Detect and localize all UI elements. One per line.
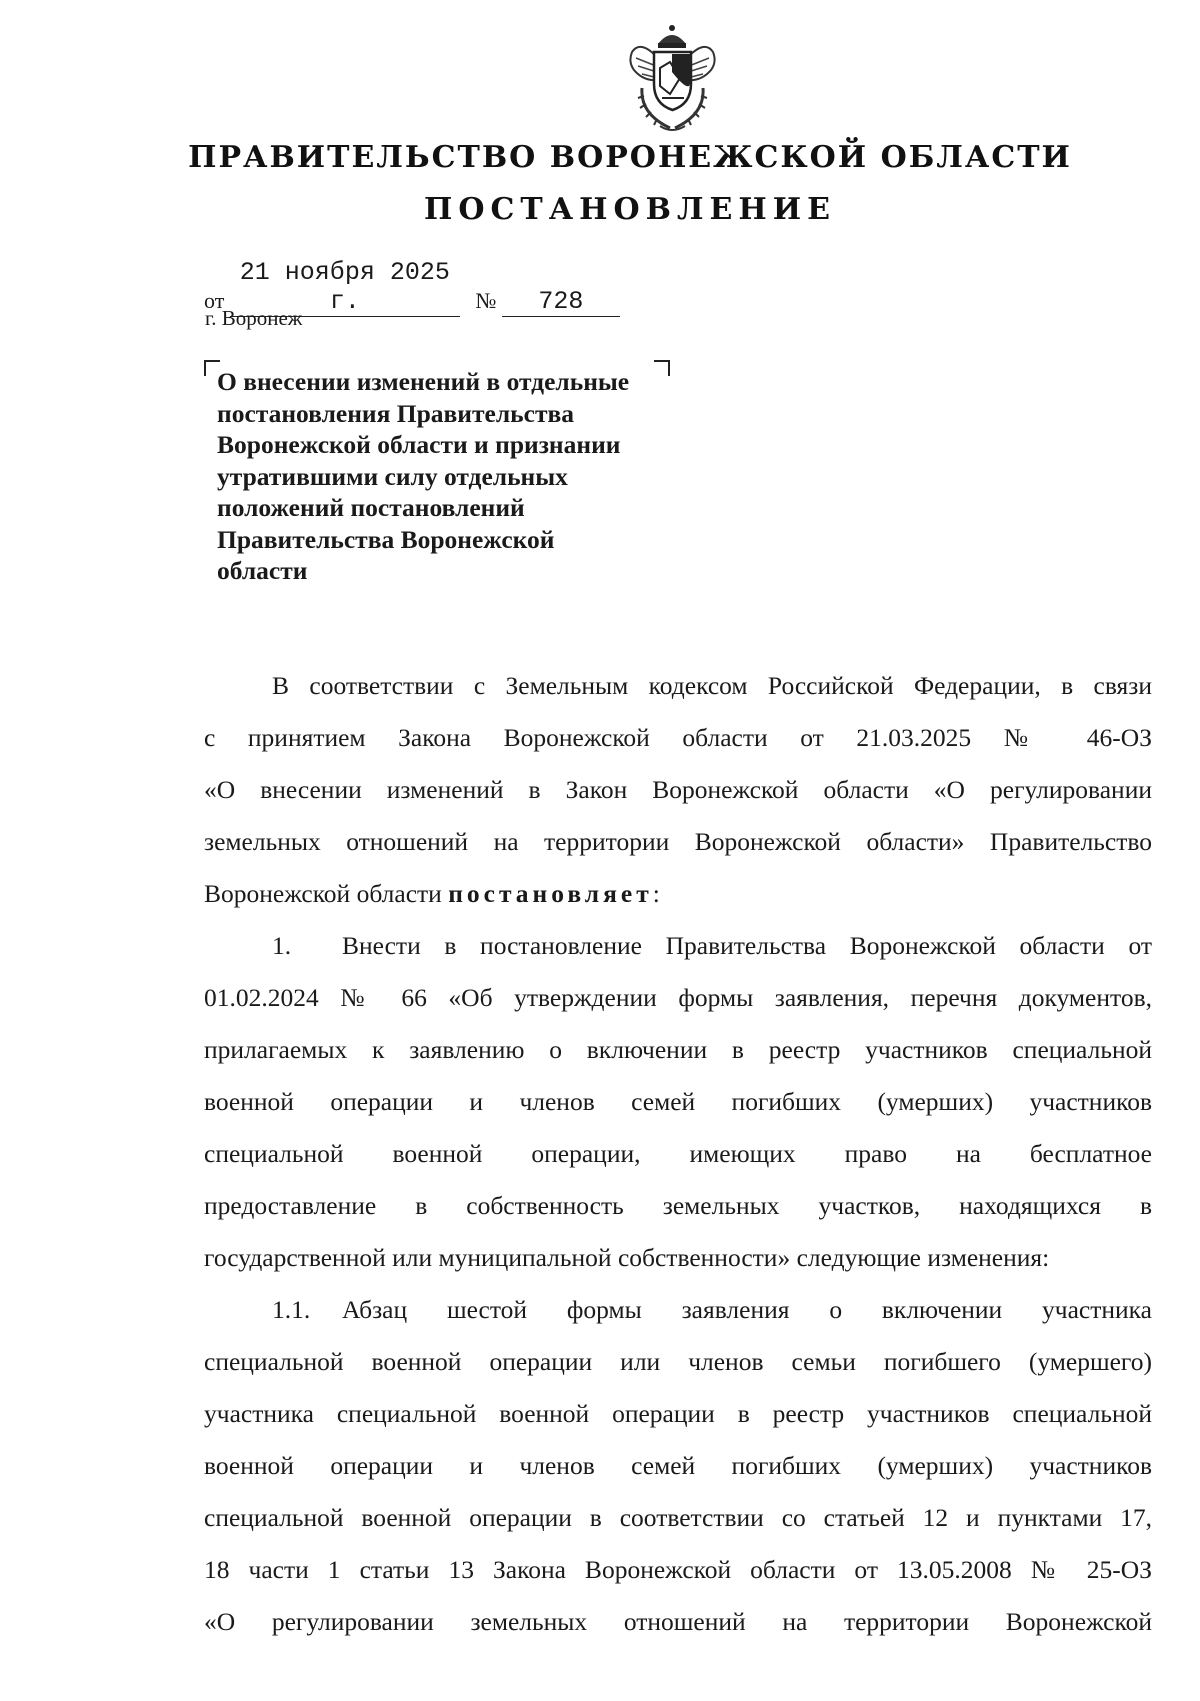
preamble-line: земельных отношений на территории Воронежской области» Правительство bbox=[204, 827, 1152, 856]
document-body bbox=[204, 660, 1152, 1648]
item-1-line: прилагаемых к заявлению о включении в реестр участников специальной bbox=[204, 1035, 1152, 1064]
city: г. Воронеж bbox=[205, 306, 303, 330]
document-number: 728 bbox=[502, 287, 620, 317]
item-1-1-line: военной операции и членов семей погибших (умерших) участников bbox=[204, 1451, 1152, 1480]
item-1-1-line: участника специальной военной операции в реестр участников специальной bbox=[204, 1399, 1152, 1428]
item-1-1-number: 1.1. bbox=[272, 1295, 311, 1324]
from-label: от bbox=[204, 288, 225, 313]
item-1-1-line: специальной военной операции или членов семьи погибшего (умершего) bbox=[204, 1347, 1152, 1376]
item-1-line bbox=[204, 920, 1152, 972]
item-1-line: 01.02.2024 № 66 «Об утверждении формы заявления, перечня документов, bbox=[204, 983, 1152, 1012]
document-subject bbox=[217, 366, 687, 587]
item-1-1-line: «О регулировании земельных отношений на территории Воронежской bbox=[204, 1607, 1152, 1636]
subject-line: Воронежской области и признании bbox=[217, 430, 621, 459]
item-1-line: государственной или муниципальной собственности» следующие изменения: bbox=[204, 1243, 1050, 1272]
item-1-1-line: 18 части 1 статьи 13 Закона Воронежской области от 13.05.2008 № 25-ОЗ bbox=[204, 1555, 1152, 1584]
item-1-line: предоставление в собственность земельных участков, находящихся в bbox=[204, 1191, 1152, 1220]
subject-line: утратившими силу отдельных bbox=[217, 461, 568, 491]
number-label: № bbox=[475, 288, 497, 313]
resolves-colon: : bbox=[652, 879, 660, 908]
document-date: 21 ноября 2025 г. bbox=[230, 258, 460, 317]
subject-line: Правительства Воронежской bbox=[217, 524, 555, 554]
item-1-1-text: Абзац шестой формы заявления о включении участника bbox=[342, 1295, 1152, 1324]
preamble-text: Воронежской области bbox=[204, 879, 442, 908]
subject-line: постановления Правительства bbox=[217, 398, 574, 428]
item-1-line: специальной военной операции, имеющих право на бесплатное bbox=[204, 1139, 1152, 1168]
preamble-line bbox=[204, 868, 1152, 920]
item-1-number: 1. bbox=[272, 931, 292, 960]
preamble-line: «О внесении изменений в Закон Воронежской области «О регулировании bbox=[204, 775, 1152, 804]
subject-line: О внесении изменений в отдельные bbox=[217, 367, 630, 396]
item-1-1-line: специальной военной операции в соответствии со статьей 12 и пунктами 17, bbox=[204, 1503, 1152, 1532]
subject-line: положений постановлений bbox=[217, 493, 525, 522]
organization-title: ПРАВИТЕЛЬСТВО ВОРОНЕЖСКОЙ ОБЛАСТИ bbox=[188, 140, 1072, 175]
coat-of-arms-icon bbox=[620, 22, 725, 134]
document-type: ПОСТАНОВЛЕНИЕ bbox=[424, 192, 836, 227]
preamble-line: В соответствии с Земельным кодексом Российской Федерации, в связи bbox=[272, 671, 1152, 700]
resolves-word: постановляет bbox=[448, 879, 653, 908]
preamble-line: с принятием Закона Воронежской области от 21.03.2025 № 46-ОЗ bbox=[204, 723, 1152, 752]
item-1-line: военной операции и членов семей погибших (умерших) участников bbox=[204, 1087, 1152, 1116]
subject-line: области bbox=[217, 556, 308, 585]
item-1-1-line bbox=[204, 1284, 1152, 1336]
item-1-text: Внести в постановление Правительства Воронежской области от bbox=[342, 931, 1152, 960]
